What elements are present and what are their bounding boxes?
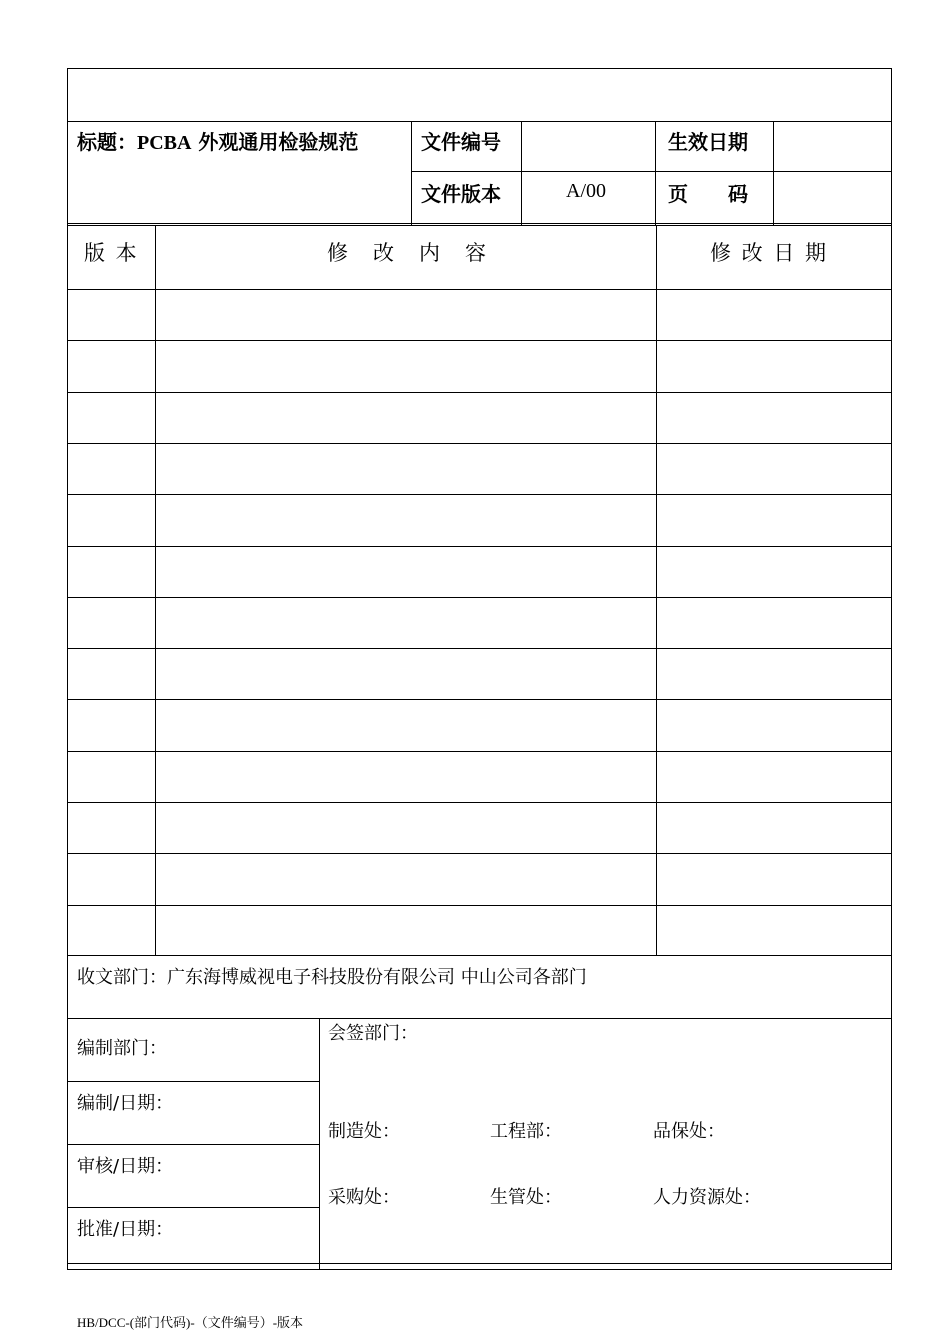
dept-quality: 品保处： [653,1121,725,1142]
version-value: A/00 [566,180,606,202]
rule [67,1263,892,1264]
dept-engineering: 工程部： [490,1121,562,1142]
rule [67,751,892,752]
rule [773,121,774,225]
effective-date-label: 生效日期 [668,130,748,154]
rule [67,853,892,854]
prepared-date-label: 编制/日期： [77,1093,174,1114]
footer-code: HB/DCC-(部门代码)-（文件编号）-版本 [77,1315,304,1330]
rule [67,648,892,649]
title-label: 标题：PCBA 外观通用检验规范 [77,130,359,154]
rule [411,171,892,172]
rule [67,955,892,956]
rule [655,121,656,225]
dept-hr: 人力资源处： [653,1187,761,1208]
col-header-version: 版 本 [84,241,139,265]
page-label: 页 码 [668,182,748,206]
rule [67,443,892,444]
rule [67,546,892,547]
rule [155,225,156,956]
rule [67,494,892,495]
version-label: 文件版本 [421,182,501,206]
rule [67,1081,319,1082]
rule [656,225,657,956]
rule [67,597,892,598]
rule [67,1144,319,1145]
rule [67,289,892,290]
rule [67,1207,319,1208]
rule [319,1018,320,1270]
dept-purchasing: 采购处： [328,1187,400,1208]
rule [521,121,522,225]
rule [67,223,892,224]
reviewed-date-label: 审核/日期： [77,1156,174,1177]
prepared-dept-label: 编制部门： [77,1038,167,1059]
rule [67,699,892,700]
distribution-label: 收文部门：广东海博威视电子科技股份有限公司 中山公司各部门 [77,967,587,988]
doc-no-label: 文件编号 [421,130,501,154]
countersign-label: 会签部门： [328,1023,418,1044]
col-header-date: 修 改 日 期 [710,241,829,265]
col-header-content: 修 改 内 容 [327,241,488,265]
rule [67,905,892,906]
rule [67,225,892,226]
rule [67,1018,892,1019]
rule [67,121,892,122]
rule [67,340,892,341]
dept-manufacturing: 制造处： [328,1121,400,1142]
rule [67,802,892,803]
approved-date-label: 批准/日期： [77,1219,174,1240]
dept-production-control: 生管处： [490,1187,562,1208]
rule [411,121,412,225]
rule [67,392,892,393]
